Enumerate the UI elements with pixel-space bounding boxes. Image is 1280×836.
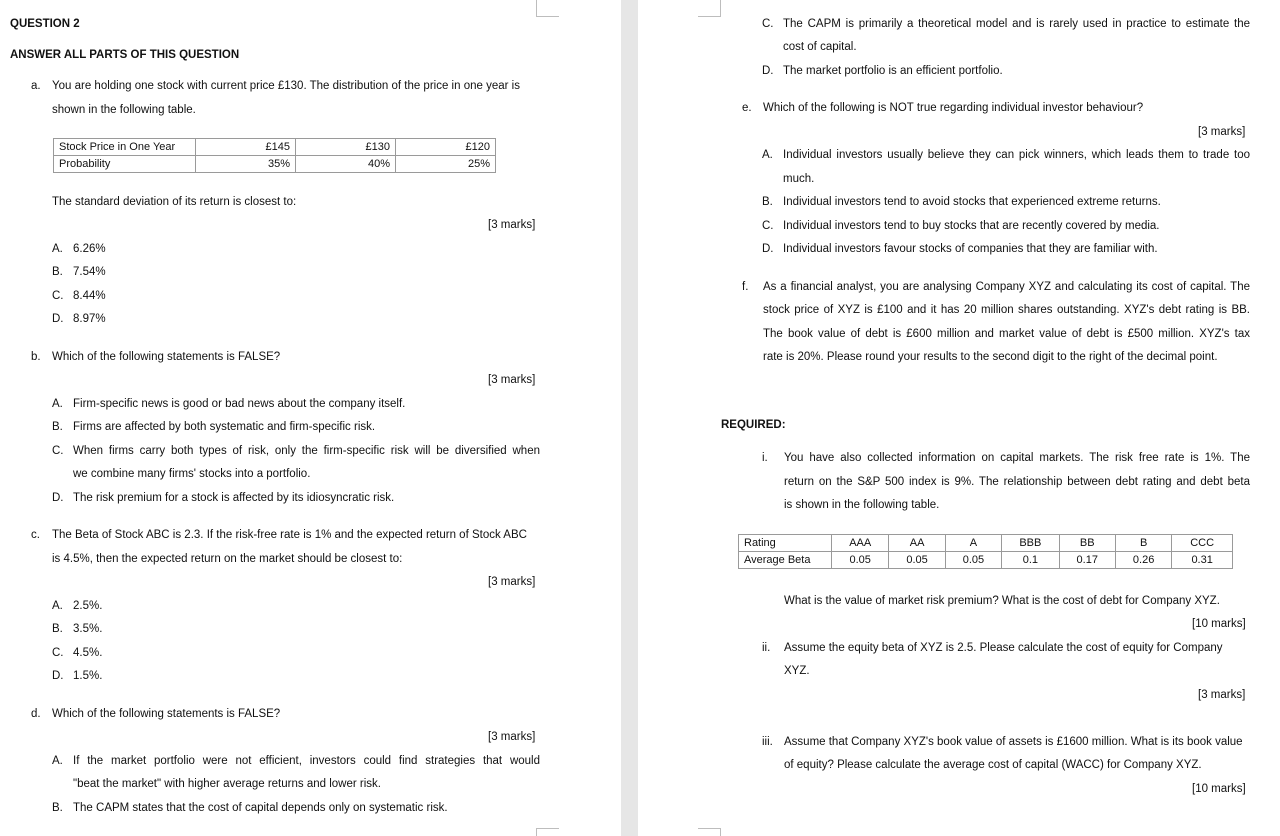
item-iii-text: Assume that Company XYZ's book value of assets is £1600 million. What is its book value	[784, 736, 1243, 748]
marks-label: [3 marks]	[488, 219, 536, 231]
part-f-text: rate is 20%. Please round your results to the second digit to the right of the decimal point.	[763, 351, 1218, 363]
table-cell: A	[945, 535, 1001, 552]
table-cell: Rating	[739, 535, 832, 552]
option-text: The risk premium for a stock is affected by its idiosyncratic risk.	[73, 492, 395, 504]
part-c-text: The Beta of Stock ABC is 2.3. If the risk-free rate is 1% and the expected return of Stock ABC	[52, 529, 527, 541]
marks-label: [3 marks]	[488, 731, 536, 743]
marks-label: [3 marks]	[1198, 126, 1246, 138]
page-corner-mark	[698, 0, 721, 17]
item-i-text: is shown in the following table.	[784, 499, 940, 511]
option-label: D.	[762, 65, 774, 77]
table-cell: 40%	[296, 156, 396, 173]
table-cell: 0.26	[1115, 552, 1171, 569]
option-label: B.	[52, 623, 63, 635]
item-ii-text: Assume the equity beta of XYZ is 2.5. Please calculate the cost of equity for Company	[784, 642, 1223, 654]
part-a-question: The standard deviation of its return is closest to:	[52, 196, 297, 208]
part-b-text: Which of the following statements is FALSE?	[52, 351, 281, 363]
table-cell: AA	[889, 535, 945, 552]
table-cell: 0.1	[1002, 552, 1059, 569]
option-label: D.	[762, 243, 774, 255]
option-text: Individual investors favour stocks of companies that they are familiar with.	[783, 243, 1158, 255]
table-row	[739, 535, 1233, 552]
table-cell: Stock Price in One Year	[54, 139, 196, 156]
option-text: The CAPM is primarily a theoretical model and is rarely used in practice to estimate the	[783, 18, 1250, 30]
part-d-text: Which of the following statements is FALSE?	[52, 708, 281, 720]
table-row	[54, 156, 496, 173]
option-text: If the market portfolio were not efficient, investors could find strategies that would	[73, 755, 540, 767]
item-i-text: You have also collected information on capital markets. The risk free rate is 1%. The	[784, 452, 1250, 464]
table-cell: 0.05	[889, 552, 945, 569]
item-i-question: What is the value of market risk premium? What is the cost of debt for Company XYZ.	[784, 595, 1220, 607]
part-a-text: shown in the following table.	[52, 104, 196, 116]
table-cell: 25%	[396, 156, 496, 173]
part-label: e.	[742, 102, 752, 114]
option-text: 6.26%	[73, 243, 106, 255]
option-label: C.	[52, 290, 64, 302]
table-row	[739, 552, 1233, 569]
item-label: iii.	[762, 736, 773, 748]
option-label: A.	[52, 755, 63, 767]
part-f-text: stock price of XYZ is £100 and it has 20 million shares outstanding. XYZ's debt rating is BB.	[763, 304, 1250, 316]
price-distribution-table	[53, 138, 496, 173]
option-text: Individual investors tend to buy stocks that are recently covered by media.	[783, 220, 1160, 232]
option-text: "beat the market" with higher average returns and lower risk.	[73, 778, 381, 790]
table-cell: 0.17	[1059, 552, 1115, 569]
option-text: 7.54%	[73, 266, 106, 278]
document-page-left	[0, 0, 621, 836]
option-text: Firms are affected by both systematic and firm-specific risk.	[73, 421, 376, 433]
marks-label: [3 marks]	[488, 374, 536, 386]
table-cell: AAA	[832, 535, 889, 552]
option-text: 3.5%.	[73, 623, 103, 635]
table-cell: Average Beta	[739, 552, 832, 569]
table-cell: 35%	[196, 156, 296, 173]
option-label: A.	[762, 149, 773, 161]
option-label: C.	[762, 18, 774, 30]
option-text: Individual investors usually believe they can pick winners, which leads them to trade too	[783, 149, 1250, 161]
table-cell: 0.31	[1172, 552, 1233, 569]
item-label: i.	[762, 452, 768, 464]
part-label: b.	[31, 351, 41, 363]
table-cell: Probability	[54, 156, 196, 173]
option-text: much.	[783, 173, 815, 185]
item-label: ii.	[762, 642, 771, 654]
table-cell: £145	[196, 139, 296, 156]
required-heading: REQUIRED:	[721, 419, 786, 431]
option-label: C.	[52, 647, 64, 659]
table-cell: 0.05	[832, 552, 889, 569]
table-cell: £120	[396, 139, 496, 156]
page-corner-mark	[698, 828, 721, 836]
table-cell: £130	[296, 139, 396, 156]
part-e-text: Which of the following is NOT true regarding individual investor behaviour?	[763, 102, 1144, 114]
table-cell: BB	[1059, 535, 1115, 552]
page-corner-mark	[536, 828, 559, 836]
marks-label: [10 marks]	[1192, 783, 1246, 795]
table-cell: 0.05	[945, 552, 1001, 569]
marks-label: [3 marks]	[488, 576, 536, 588]
table-row	[54, 139, 496, 156]
option-text: we combine many firms' stocks into a portfolio.	[73, 468, 311, 480]
option-text: When firms carry both types of risk, only the firm-specific risk will be diversified when	[73, 445, 540, 457]
option-text: Individual investors tend to avoid stocks that experienced extreme returns.	[783, 196, 1161, 208]
option-text: 4.5%.	[73, 647, 103, 659]
marks-label: [10 marks]	[1192, 618, 1246, 630]
option-text: The CAPM states that the cost of capital depends only on systematic risk.	[73, 802, 448, 814]
item-ii-text: XYZ.	[784, 665, 810, 677]
option-label: A.	[52, 398, 63, 410]
option-text: 2.5%.	[73, 600, 103, 612]
option-label: C.	[762, 220, 774, 232]
rating-beta-table	[738, 534, 1233, 569]
question-title: QUESTION 2	[10, 18, 80, 30]
document-page-right	[638, 0, 1280, 836]
option-label: B.	[52, 802, 63, 814]
option-label: B.	[52, 266, 63, 278]
option-text: 1.5%.	[73, 670, 103, 682]
page-corner-mark	[536, 0, 559, 17]
table-cell: B	[1115, 535, 1171, 552]
part-label: a.	[31, 80, 41, 92]
part-label: d.	[31, 708, 41, 720]
table-cell: BBB	[1002, 535, 1059, 552]
table-cell: CCC	[1172, 535, 1233, 552]
question-instruction: ANSWER ALL PARTS OF THIS QUESTION	[10, 49, 240, 61]
option-label: B.	[52, 421, 63, 433]
option-label: C.	[52, 445, 64, 457]
option-text: 8.44%	[73, 290, 106, 302]
option-label: D.	[52, 670, 64, 682]
part-f-text: The book value of debt is £600 million and market value of debt is £500 million. XYZ's tax	[763, 328, 1250, 340]
part-label: f.	[742, 281, 749, 293]
option-label: D.	[52, 492, 64, 504]
option-label: B.	[762, 196, 773, 208]
item-iii-text: of equity? Please calculate the average cost of capital (WACC) for Company XYZ.	[784, 759, 1202, 771]
item-i-text: return on the S&P 500 index is 9%. The relationship between debt rating and debt beta	[784, 476, 1250, 488]
option-label: A.	[52, 600, 63, 612]
marks-label: [3 marks]	[1198, 689, 1246, 701]
option-text: The market portfolio is an efficient portfolio.	[783, 65, 1003, 77]
option-text: Firm-specific news is good or bad news about the company itself.	[73, 398, 406, 410]
option-text: 8.97%	[73, 313, 106, 325]
option-text: cost of capital.	[783, 41, 857, 53]
part-c-text: is 4.5%, then the expected return on the market should be closest to:	[52, 553, 403, 565]
part-label: c.	[31, 529, 40, 541]
part-a-text: You are holding one stock with current price £130. The distribution of the price in one year is	[52, 80, 520, 92]
part-f-text: As a financial analyst, you are analysing Company XYZ and calculating its cost of capital. The	[763, 281, 1250, 293]
option-label: A.	[52, 243, 63, 255]
option-label: D.	[52, 313, 64, 325]
